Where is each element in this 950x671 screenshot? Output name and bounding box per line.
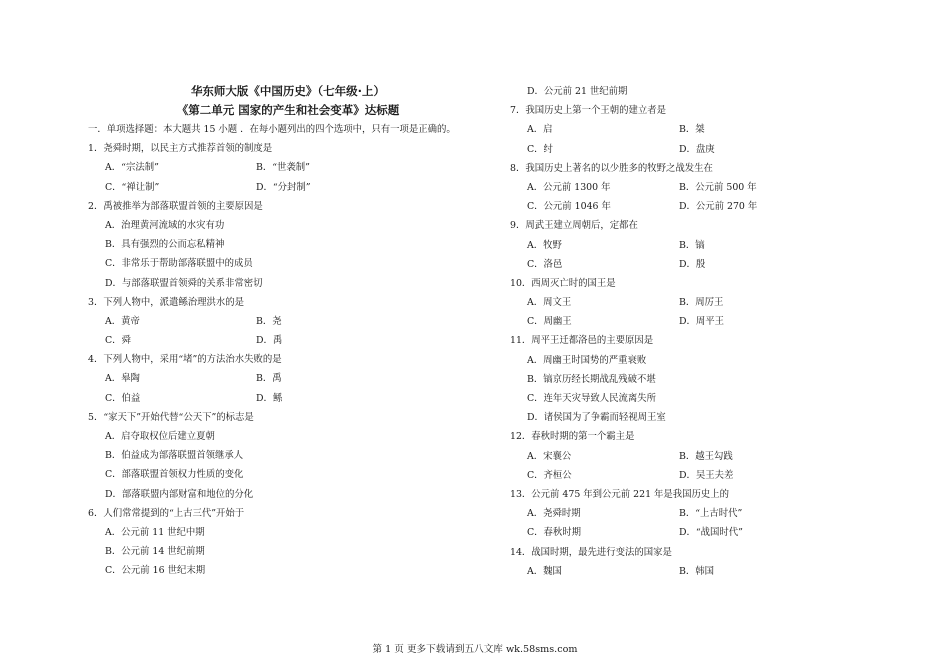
option-row <box>510 197 880 216</box>
option-b: B．具有强烈的公而忘私精神 <box>105 239 225 251</box>
option-c: C．非常乐于帮助部落联盟中的成员 <box>105 258 253 270</box>
option-d: D．部落联盟内部财富和地位的分化 <box>105 488 254 500</box>
page-footer: 第 1 页 更多下载请到五八文库 wk.58sms.com <box>372 644 578 655</box>
option-b: B．公元前 14 世纪前期 <box>105 546 205 558</box>
option-row <box>88 312 488 331</box>
option-c: C．“禅让制” <box>105 181 160 193</box>
option-d: D．“战国时代” <box>679 527 743 539</box>
right-column <box>510 82 880 581</box>
option-c: C．舜 <box>105 335 131 347</box>
option-a: A．“宗法制” <box>105 162 159 174</box>
option-c: C．伯益 <box>105 392 141 404</box>
option-d: D．“分封制” <box>256 181 311 193</box>
question-1 <box>88 139 488 197</box>
option-a: A．黄帝 <box>105 315 140 327</box>
question-14 <box>510 543 880 581</box>
option-d: D．周平王 <box>679 316 725 328</box>
option-d: D．公元前 21 世纪前期 <box>527 86 628 97</box>
option-b: B．周厉王 <box>679 297 724 309</box>
option-b: B．韩国 <box>679 565 715 577</box>
option-a: A．皋陶 <box>105 373 140 385</box>
option-c: C．连年天灾导致人民流离失所 <box>527 393 657 404</box>
option-row <box>510 140 880 159</box>
option-d: D．禹 <box>256 335 283 347</box>
option-a: A．启夺取权位后建立夏朝 <box>105 431 215 442</box>
question-stem: 8．我国历史上著名的以少胜多的牧野之战发生在 <box>510 162 713 174</box>
option-b: B．桀 <box>679 124 705 136</box>
question-stem: 9．周武王建立周朝后，定都在 <box>510 220 638 232</box>
question-2 <box>88 197 488 293</box>
option-a: A．魏国 <box>527 565 562 577</box>
question-stem: 10．西周灭亡时的国王是 <box>510 277 616 289</box>
question-5 <box>88 408 488 504</box>
option-row <box>510 562 880 581</box>
option-a: A．启 <box>527 124 553 136</box>
option-b: B．越王勾践 <box>679 450 733 462</box>
question-stem: 6．人们常常提到的“上古三代”开始于 <box>88 507 245 519</box>
option-d: D．与部落联盟首领舜的关系非常密切 <box>105 277 263 289</box>
option-d: D．吴王夫差 <box>679 469 734 481</box>
option-row <box>88 178 488 197</box>
option-c: C．春秋时期 <box>527 527 582 539</box>
option-b: B．伯益成为部落联盟首领继承人 <box>105 450 244 462</box>
option-row <box>510 293 880 312</box>
option-b: B．公元前 500 年 <box>679 181 757 193</box>
option-row <box>88 369 488 388</box>
question-stem: 7．我国历史上第一个王朝的建立者是 <box>510 105 666 117</box>
option-row <box>510 178 880 197</box>
option-row <box>510 255 880 274</box>
option-a: A．公元前 11 世纪中期 <box>105 526 205 538</box>
option-row <box>88 158 488 177</box>
option-c: C．公元前 16 世纪末期 <box>105 565 206 577</box>
option-row <box>510 236 880 255</box>
option-b: B．“世袭制” <box>256 162 310 174</box>
option-c: C．纣 <box>527 143 553 155</box>
question-7 <box>510 101 880 159</box>
option-row <box>510 312 880 331</box>
option-a: A．治理黄河流域的水灾有功 <box>105 219 225 231</box>
option-b: B．“上古时代” <box>679 508 743 520</box>
option-row <box>510 447 880 466</box>
option-c: C．公元前 1046 年 <box>527 201 611 213</box>
option-c: C．洛邑 <box>527 258 563 270</box>
question-stem: 1．尧舜时期，以民主方式推荐首领的制度是 <box>88 143 273 155</box>
option-b: B．尧 <box>256 315 282 327</box>
option-c: C．齐桓公 <box>527 469 572 481</box>
option-d: D．鲧 <box>256 392 283 404</box>
option-a: A．牧野 <box>527 239 562 251</box>
option-b: B．镐 <box>679 239 705 251</box>
left-column <box>88 82 488 581</box>
question-9 <box>510 216 880 274</box>
question-11 <box>510 331 880 427</box>
option-c: C．部落联盟首领权力性质的变化 <box>105 469 244 481</box>
option-b: B．镐京历经长期战乱残破不堪 <box>527 373 656 385</box>
question-stem: 5．“家天下”开始代替“公天下”的标志是 <box>88 411 254 423</box>
option-a: A．周幽王时国势的严重衰败 <box>527 354 647 366</box>
option-d: D．诸侯国为了争霸而轻视周王室 <box>527 412 666 424</box>
question-stem: 2．禹被推举为部落联盟首领的主要原因是 <box>88 200 263 212</box>
question-stem: 12．春秋时期的第一个霸主是 <box>510 431 635 443</box>
option-row <box>510 466 880 485</box>
question-8 <box>510 159 880 217</box>
question-4 <box>88 350 488 408</box>
question-3 <box>88 293 488 351</box>
document-title: 华东师大版《中国历史》（七年级·上） <box>190 84 386 98</box>
option-a: A．宋襄公 <box>527 450 572 462</box>
question-stem: 4．下列人物中，采用“堵”的方法治水失败的是 <box>88 354 282 366</box>
option-a: A．周文王 <box>527 297 572 309</box>
option-row <box>510 504 880 523</box>
option-a: A．公元前 1300 年 <box>527 181 611 193</box>
question-13 <box>510 485 880 543</box>
question-12 <box>510 427 880 485</box>
question-stem: 14．战国时期，最先进行变法的国家是 <box>510 546 672 558</box>
option-b: B．禹 <box>256 373 282 385</box>
option-d: D．殷 <box>679 258 706 270</box>
option-c: C．周幽王 <box>527 316 572 328</box>
option-row <box>510 523 880 542</box>
question-10 <box>510 274 880 332</box>
question-stem: 13．公元前 475 年到公元前 221 年是我国历史上的 <box>510 488 730 500</box>
option-a: A．尧舜时期 <box>527 508 581 520</box>
option-d: D．公元前 270 年 <box>679 201 758 213</box>
question-stem: 11．周平王迁都洛邑的主要原因是 <box>510 335 654 347</box>
option-row <box>510 120 880 139</box>
question-stem: 3．下列人物中，派遣鲧治理洪水的是 <box>88 296 244 308</box>
document-subtitle: 《第二单元 国家的产生和社会变革》达标题 <box>176 103 400 117</box>
section-instruction: 一．单项选择题：本大题共 15 小题 ．在每小题列出的四个选项中，只有一项是正确的。 <box>88 124 456 135</box>
option-d: D．盘庚 <box>679 143 715 155</box>
question-6 <box>88 504 488 581</box>
option-row <box>88 331 488 350</box>
option-row <box>88 389 488 408</box>
